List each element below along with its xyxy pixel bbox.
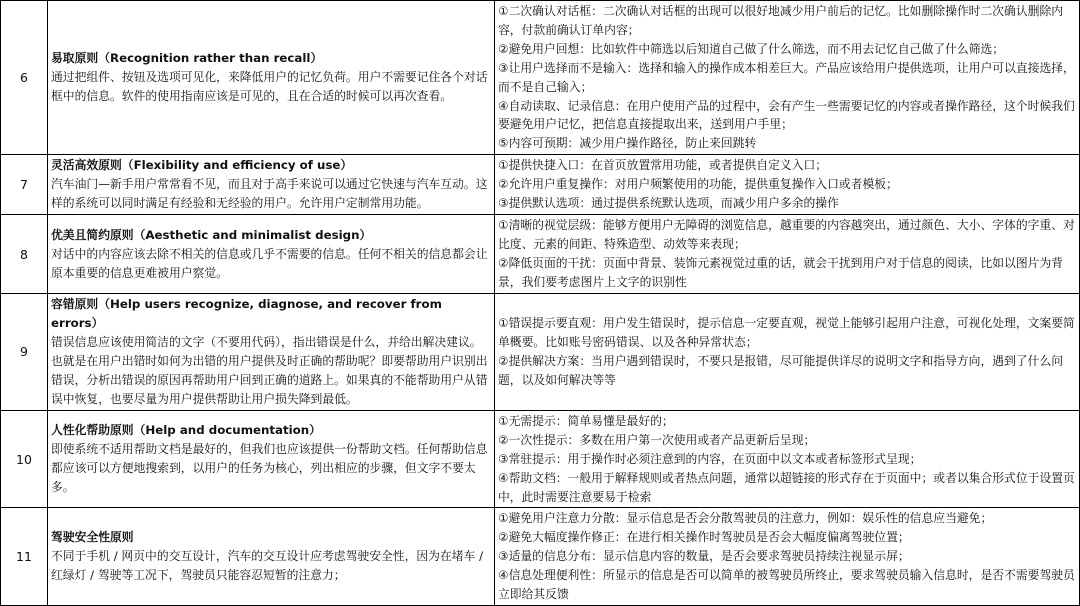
detail-item: ④自动读取、记录信息：在用户使用产品的过程中，会有产生一些需要记忆的内容或者操作路径，这个时候我们要避免用户记忆，把信息直接提取出来，送到用户手里； — [498, 98, 1075, 132]
details-cell — [495, 1, 1080, 155]
detail-item: ①提供快捷入口：在首页放置常用功能，或者提供自定义入口； — [498, 158, 828, 173]
detail-item: ②一次性提示：多数在用户第一次使用或者产品更新后呈现； — [498, 432, 816, 447]
principle-cell — [48, 410, 495, 508]
detail-item: ①清晰的视觉层级：能够方便用户无障碍的浏览信息，越重要的内容越突出，通过颜色、大小、字体的字重、对比度、元素的间距、特殊造型、动效等来表现； — [498, 218, 1075, 252]
detail-item: ③适量的信息分布：显示信息内容的数量，是否会要求驾驶员持续注视显示屏； — [498, 549, 910, 564]
principle-title: 灵活高效原则（Flexibility and efficiency of use） — [51, 158, 353, 173]
principle-description: 即使系统不适用帮助文档是最好的，但我们也应该提供一份帮助文档。任何帮助信息都应该可以方便地搜索到，以用户的任务为核心，列出相应的步骤，但文字不要太多。 — [51, 442, 488, 495]
detail-item: ④信息处理便利性：所显示的信息是否可以简单的被驾驶员所终止，要求驾驶员输入信息时，是否不需要驾驶员立即给其反馈 — [498, 568, 1075, 602]
principle-description: 错误信息应该使用简洁的文字（不要用代码），指出错误是什么，并给出解决建议。也就是在用户出错时如何为出错的用户提供及时正确的帮助呢？即要帮助用户识别出错误，分析出错误的原因再帮助用户回到正确的道路上。如果真的不能帮助用户从错误中恢复，也要尽量为用户提供帮助让用户损失降到最低。 — [51, 334, 488, 406]
principle-title: 容错原则（Help users recognize, diagnose, and recover from errors） — [51, 296, 442, 330]
row-number: 6 — [1, 1, 48, 155]
principle-title: 优美且简约原则（Aesthetic and minimalist design） — [51, 227, 372, 242]
principle-cell — [48, 293, 495, 410]
row-number: 9 — [1, 293, 48, 410]
detail-item: ②避免用户回想：比如软件中筛选以后知道自己做了什么筛选，而不用去记忆自己做了什么筛选； — [498, 41, 1005, 56]
details-cell — [495, 155, 1080, 215]
row-number: 8 — [1, 215, 48, 294]
principle-description: 对话中的内容应该去除不相关的信息或几乎不需要的信息。任何不相关的信息都会让原本重要的信息更难被用户察觉。 — [51, 246, 488, 280]
detail-item: ①避免用户注意力分散：显示信息是否会分散驾驶员的注意力，例如：娱乐性的信息应当避免； — [498, 511, 993, 526]
table-row — [1, 508, 1080, 606]
row-number: 11 — [1, 508, 48, 606]
table-row — [1, 293, 1080, 410]
details-cell — [495, 215, 1080, 294]
principle-cell — [48, 508, 495, 606]
detail-item: ①无需提示：简单易懂是最好的； — [498, 413, 674, 428]
principle-description: 通过把组件、按钮及选项可见化，来降低用户的记忆负荷。用户不需要记住各个对话框中的信息。软件的使用指南应该是可见的，且在合适的时候可以再次查看。 — [51, 70, 488, 104]
principle-description: 不同于手机 / 网页中的交互设计，汽车的交互设计应考虑驾驶安全性，因为在堵车 / 红绿灯 / 驾驶等工况下，驾驶员只能容忍短暂的注意力； — [51, 549, 484, 583]
detail-item: ③提供默认选项：通过提供系统默认选项，而减少用户多余的操作 — [498, 196, 839, 211]
detail-item: ③让用户选择而不是输入：选择和输入的操作成本相差巨大。产品应该给用户提供选项，让用户可以直接选择，而不是自己输入； — [498, 60, 1075, 94]
principle-cell — [48, 155, 495, 215]
detail-item: ①二次确认对话框：二次确认对话框的出现可以很好地减少用户前后的记忆。比如删除操作时二次确认删除内容，付款前确认订单内容； — [498, 4, 1064, 37]
table-row — [1, 215, 1080, 294]
principle-title: 易取原则（Recognition rather than recall） — [51, 51, 323, 66]
principle-cell — [48, 1, 495, 155]
detail-item: ②提供解决方案：当用户遇到错误时，不要只是报错，尽可能提供详尽的说明文字和指导方向，遇到了什么问题，以及如何解决等等 — [498, 353, 1064, 387]
detail-item: ④帮助文档：一般用于解释规则或者热点问题，通常以超链接的形式存在于页面中；或者以集合形式位于设置页中，此时需要注意要易于检索 — [498, 470, 1075, 504]
row-number: 7 — [1, 155, 48, 215]
detail-item: ③常驻提示：用于操作时必须注意到的内容，在页面中以文本或者标签形式呈现； — [498, 451, 922, 466]
principle-cell — [48, 215, 495, 294]
details-cell — [495, 410, 1080, 508]
details-cell — [495, 508, 1080, 606]
row-number: 10 — [1, 410, 48, 508]
principle-title: 驾驶安全性原则 — [51, 530, 134, 545]
detail-item: ①错误提示要直观：用户发生错误时，提示信息一定要直观，视觉上能够引起用户注意，可视化处理，文案要简单概要。比如账号密码错误、以及各种异常状态； — [498, 316, 1075, 349]
details-cell — [495, 293, 1080, 410]
table-row — [1, 1, 1080, 155]
principle-description: 汽车油门—新手用户常常看不见，而且对于高手来说可以通过它快速与汽车互动。这样的系统可以同时满足有经验和无经验的用户。允许用户定制常用功能。 — [51, 177, 488, 211]
detail-item: ⑤内容可预期：减少用户操作路径，防止来回跳转 — [498, 136, 757, 151]
table-row — [1, 155, 1080, 215]
principle-title: 人性化帮助原则（Help and documentation） — [51, 423, 321, 438]
detail-item: ②允许用户重复操作：对用户频繁使用的功能，提供重复操作入口或者模板； — [498, 177, 898, 192]
detail-item: ②降低页面的干扰：页面中背景、装饰元素视觉过重的话，就会干扰到用户对于信息的阅读，比如以图片为背景，我们要考虑图片上文字的识别性 — [498, 256, 1064, 289]
table-row — [1, 410, 1080, 508]
detail-item: ②避免大幅度操作修正：在进行相关操作时驾驶员是否会大幅度偏离驾驶位置； — [498, 530, 910, 545]
